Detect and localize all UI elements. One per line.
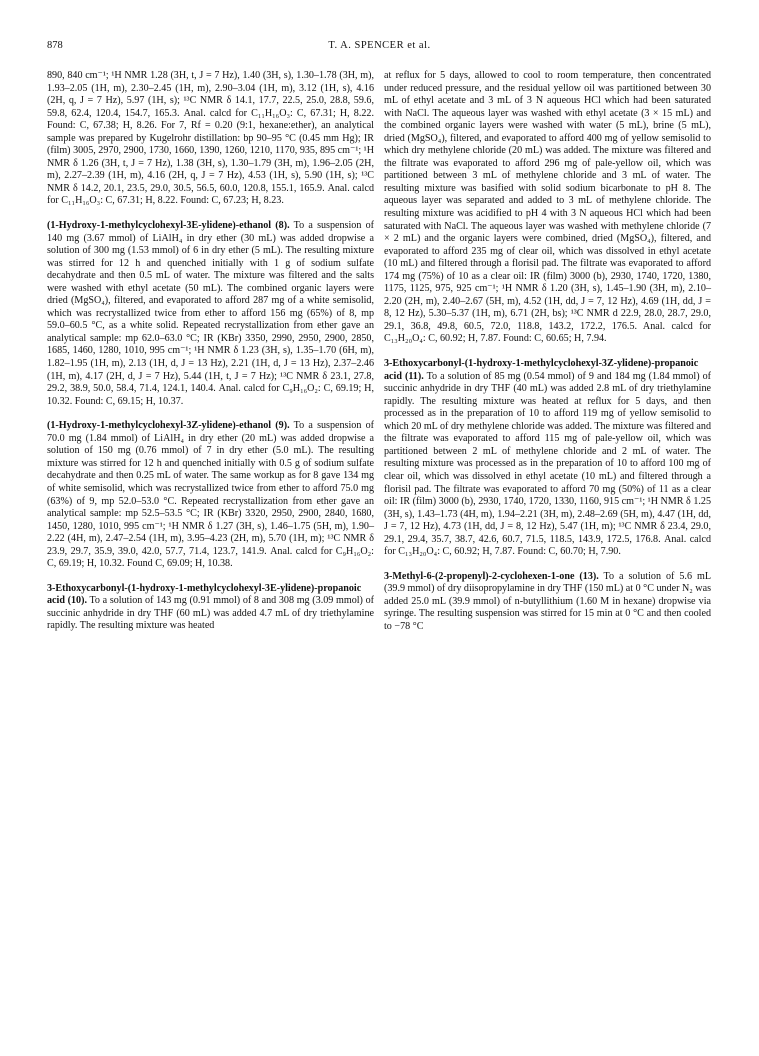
entry-title: 3-Ethoxycarbonyl-(1-hydroxy-1-methylcyclohexyl-3Z-ylidene)-propanoic acid (11).	[384, 358, 699, 382]
right-column	[384, 70, 711, 634]
entry-title: (1-Hydroxy-1-methylcyclohexyl-3Z-ylidene)-ethanol (9).	[47, 420, 290, 432]
entry-body: To a suspension of 140 mg (3.67 mmol) of LiAlH₄ in dry ether (30 mL) was added dropwise a solution of 300 mg (1.53 mmol) of 6 in dry ether (5 mL). The resulting mixture was stirred for 12 h and quenched initially with 1 g of sodium sulfate decahydrate and then 0.5 mL of water. The mixture was filtered and the salts were washed with ethyl acetate (50 mL). The combined organic layers were dried (MgSO₄), filtered, and evaporated to afford 287 mg of a white semisolid, which was recrystallized twice from ether to afford 156 mg (65%) of 8, mp 59.0–60.5 °C, as a white solid. Repeated recrystallization from ether gave an analytical sample: mp 62.0–63.0 °C; IR (KBr) 3350, 2990, 2950, 2900, 2850, 1685, 1460, 1280, 1010, 995 cm⁻¹; ¹H NMR δ 1.23 (3H, s), 1.35–1.70 (6H, m), 1.82–1.95 (1H, m), 2.13 (1H, d, J = 13 Hz), 2.21 (1H, d, J = 13 Hz), 2.37–2.46 (1H, m), 4.17 (2H, d, J = 7 Hz), 5.44 (1H, t, J = 7 Hz); ¹³C NMR δ 23.1, 27.8, 29.2, 38.9, 50.0, 58.4, 71.4, 124.1, 140.4. Anal. calcd for C₉H₁₆O₂: C, 69.19; H, 10.32. Found: C, 69.15; H, 10.37.	[47, 220, 374, 407]
entry-body: To a suspension of 70.0 mg (1.84 mmol) of LiAlH₄ in dry ether (20 mL) was added dropwise a solution of 150 mg (0.76 mmol) of 7 in dry ether (5.0 mL). The resulting mixture was stirred for 12 h and quenched initially with 0.5 g of sodium sulfate decahydrate and then 0.25 mL of water. The same workup as for 8 gave 134 mg of white semisolid, which was recrystallized twice from ether to afford 75.0 mg (63%) of 9, mp 52.0–53.0 °C. Repeated recrystallization from ether gave an analytical sample: mp 52.5–53.5 °C; IR (KBr) 3320, 2950, 2900, 2840, 1680, 1450, 1280, 1010, 995 cm⁻¹; ¹H NMR δ 1.27 (3H, s), 1.46–1.75 (5H, m), 1.90–2.22 (4H, m), 2.47–2.54 (1H, m), 3.95–4.23 (2H, m), 5.70 (1H, m); ¹³C NMR δ 23.9, 29.7, 35.9, 39.0, 42.0, 57.7, 71.4, 123.7, 141.9. Anal. calcd for C₉H₁₆O₂: C, 69.19; H, 10.32. Found C, 69.09; H, 10.38.	[47, 420, 374, 570]
left-column	[47, 70, 374, 633]
entry-body: To a solution of 5.6 mL (39.9 mmol) of dry diisopropylamine in dry THF (150 mL) at 0 °C under N₂ was added 25.0 mL (39.9 mmol) of n-butyllithium (1.60 M in hexane) dropwise via syringe. The resulting suspension was stirred for 15 min at 0 °C and then cooled to −78 °C	[384, 570, 711, 632]
entry-title: (1-Hydroxy-1-methylcyclohexyl-3E-ylidene)-ethanol (8).	[47, 220, 290, 232]
experimental-entry-8	[47, 220, 374, 408]
paragraph-continuation: at reflux for 5 days, allowed to cool to room temperature, then concentrated under reduced pressure, and the residual yellow oil was partitioned between 30 mL of ethyl acetate and 3 mL of 3 N aqueous HCl which had been saturated with NaCl. The aqueous layer was washed with ethyl acetate (3 × 15 mL) and the combined organic layers were washed with water (5 mL), brine (5 mL), dried (MgSO₄), filtered, and evaporated to afford 400 mg of yellow semisolid to which dry methylene chloride (20 mL) was added. The mixture was filtered and the filtrate was evaporated to afford 296 mg of pale-yellow oil, which was partitioned between 3 mL of methylene chloride and 3 mL of water. The resulting mixture was basified with solid sodium bicarbonate to pH 8. The aqueous layer was separated and added to 3 mL of methylene chloride. The resulting mixture was acidified to pH 4 with 3 N aqueous HCl which had been saturated with NaCl. The aqueous layer was washed with methylene chloride (7 × 2 mL) and the organic layers were combined, dried (MgSO₄), filtered, and evaporated to afford 235 mg of clear oil, which was dissolved in ethyl acetate (10 mL) and filtered through a florisil pad. The filtrate was evaporated to afford 174 mg (75%) of 10 as a clear oil: IR (film) 3000 (b), 2930, 1740, 1720, 1380, 1175, 1125, 975, 925 cm⁻¹; ¹H NMR δ 1.20 (3H, s), 1.45–1.90 (3H, m), 2.10–2.20 (2H, m), 2.40–2.67 (5H, m), 4.52 (1H, dd, J = 7, 12 Hz), 4.69 (1H, dd, J = 8, 12 Hz), 5.30–5.37 (1H, m), 6.71 (2H, bs); ¹³C NMR d 22.9, 28.0, 28.7, 29.0, 29.1, 36.8, 49.8, 60.5, 72.0, 118.8, 143.2, 172.2, 176.5. Anal. calcd for C₁₃H₂₀O₄: C, 60.92; H, 7.87. Found: C, 60.65; H, 7.94.	[384, 70, 711, 345]
entry-title: 3-Ethoxycarbonyl-(1-hydroxy-1-methylcyclohexyl-3E-ylidene)-propanoic acid (10).	[47, 582, 362, 607]
entry-title: 3-Methyl-6-(2-propenyl)-2-cyclohexen-1-one (13).	[384, 570, 599, 582]
experimental-entry-13	[384, 571, 711, 634]
experimental-entry-10	[47, 583, 374, 633]
experimental-entry-11	[384, 358, 711, 559]
page-number: 878	[47, 40, 63, 51]
page-header	[47, 40, 712, 54]
entry-body: To a solution of 143 mg (0.91 mmol) of 8 and 308 mg (3.09 mmol) of succinic anhydride in dry THF (60 mL) was added 4.7 mL of dry triethylamine rapidly. The resulting mixture was heated	[47, 595, 374, 632]
experimental-entry-9	[47, 420, 374, 571]
running-title: T. A. SPENCER et al.	[328, 40, 431, 51]
entry-body: To a solution of 85 mg (0.54 mmol) of 9 and 184 mg (1.84 mmol) of succinic anhydride in dry THF (40 mL) was added 2.8 mL of dry triethylamine rapidly. The resulting mixture was heated at reflux for 5 days, and then processed as in the preparation of 10 to afford 119 mg of yellow semisolid to which 20 mL of dry methylene chloride was added. The mixture was filtered and the filtrate was evaporated to afford 115 mg of pale-yellow oil, which was partitioned between 2 mL of methylene chloride and 2 mL of water. The resulting mixture was processed as in the preparation of 10 to afford 100 mg of clear oil, which was dissolved in ethyl acetate (10 mL) and filtered through a florisil pad. The filtrate was evaporated to afford 70 mg (50%) of 11 as a clear oil: IR (film) 3000 (b), 2930, 1740, 1720, 1330, 1160, 915 cm⁻¹; ¹H NMR δ 1.25 (3H, s), 1.43–1.73 (4H, m), 1.94–2.21 (3H, m), 2.48–2.69 (5H, m), 4.47 (1H, dd, J = 7, 12 Hz), 4.73 (1H, dd, J = 8, 12 Hz), 5.47 (1H, m); ¹³C NMR δ 23.4, 29.0, 29.1, 29.4, 35.7, 38.7, 42.6, 60.7, 71.5, 118.5, 143.9, 172.5, 176.8. Anal. calcd for C₁₃H₂₀O₄: C, 60.92; H, 7.87. Found: C, 60.70; H, 7.90.	[384, 370, 711, 558]
paragraph-continuation: 890, 840 cm⁻¹; ¹H NMR 1.28 (3H, t, J = 7 Hz), 1.40 (3H, s), 1.30–1.78 (3H, m), 1.93–2.05 (1H, m), 2.30–2.45 (1H, m), 2.90–3.04 (1H, m), 3.12 (1H, s), 4.16 (2H, q, J = 7 Hz), 5.97 (1H, s); ¹³C NMR δ 14.1, 17.7, 22.5, 25.0, 28.8, 59.6, 59.8, 62.4, 120.4, 154.7, 165.3. Anal. calcd for C₁₁H₁₆O₃: C, 67.31; H, 8.22. Found: C, 67.38; H, 8.26. For 7, Rf = 0.20 (9:1, hexane:ether), an analytical sample was prepared by Kugelrohr distillation: bp 90–95 °C (0.45 mm Hg); IR (film) 3005, 2970, 2900, 1730, 1660, 1390, 1260, 1210, 1170, 935, 895 cm⁻¹; ¹H NMR δ 1.26 (3H, t, J = 7 Hz), 1.38 (3H, s), 1.30–1.79 (3H, m), 1.96–2.05 (2H, m), 2.27–2.39 (1H, m), 4.16 (2H, q, J = 7 Hz), 4.53 (1H, s), 5.90 (1H, s); ¹³C NMR δ 14.2, 20.1, 23.5, 29.0, 30.5, 56.5, 60.0, 120.8, 155.1, 165.9. Anal. calcd for C₁₁H₁₆O₃: C, 67.31; H, 8.22. Found: C, 67.23; H, 8.23.	[47, 70, 374, 207]
